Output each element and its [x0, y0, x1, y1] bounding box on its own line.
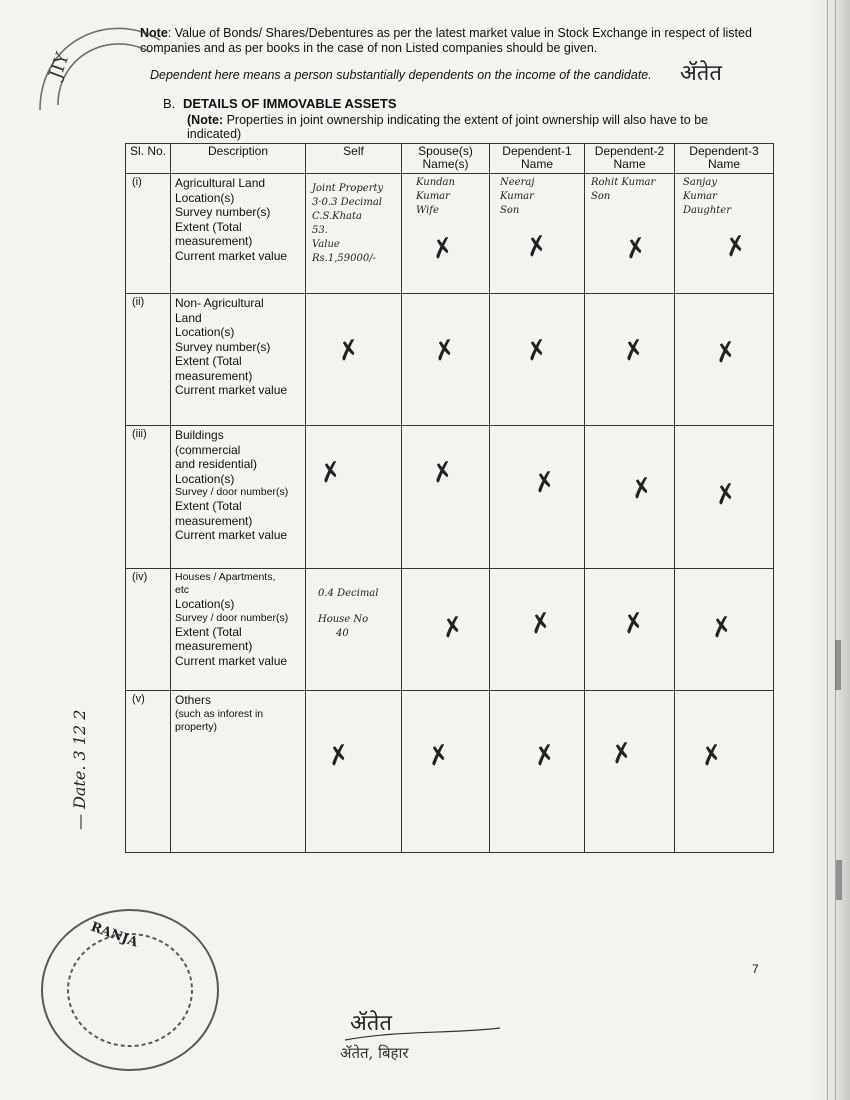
cross-mark: ✗ [712, 336, 740, 370]
page-number: 7 [752, 962, 759, 976]
desc-line: Survey / door number(s) [175, 611, 289, 624]
row-serial: (i) [126, 174, 171, 294]
desc-line: (such as inforest in [175, 707, 264, 720]
desc-line: measurement) [175, 639, 253, 653]
scan-edge-mark [836, 860, 842, 900]
cross-mark: ✗ [425, 739, 453, 773]
cross-mark: ✗ [531, 739, 559, 773]
cross-mark: ✗ [325, 739, 353, 773]
signature-bottom: ॲतेत [350, 1011, 392, 1036]
dependent-definition-note: Dependent here means a person substantially dependents on the income of the candidate. [150, 68, 652, 82]
joint-note-lead: (Note: [187, 113, 224, 127]
cross-mark: ✗ [439, 611, 467, 645]
margin-date-note: — Date. 3 12 2 [70, 709, 89, 830]
stamp-text: RANJA [88, 919, 140, 951]
handwritten-line: 3·0.3 Decimal [312, 197, 382, 208]
col-header-sl: Sl. No. [126, 144, 171, 174]
section-title: DETAILS OF IMMOVABLE ASSETS [183, 96, 397, 111]
handwritten-line: Kumar [500, 191, 534, 202]
desc-line: Others [175, 693, 212, 707]
desc-line: Location(s) [175, 471, 235, 486]
handwritten-line: House No [318, 614, 369, 625]
desc-line: Current market value [175, 653, 288, 668]
row-serial: (v) [126, 691, 171, 853]
desc-line: Current market value [175, 383, 288, 397]
col-header-dependent-3: Dependent-3 Name [675, 144, 774, 174]
cross-mark: ✗ [523, 334, 551, 368]
row-serial: (iii) [126, 426, 171, 569]
cross-mark: ✗ [712, 478, 740, 512]
desc-line: Location(s) [175, 190, 235, 205]
col-header-dependent-2: Dependent-2 Name [585, 144, 675, 174]
stamp-letters: JIY [44, 49, 74, 82]
cross-mark: ✗ [429, 456, 457, 490]
desc-line: Location(s) [175, 325, 235, 339]
col-header-self: Self [306, 144, 402, 174]
desc-line: Extent (Total [175, 354, 242, 368]
cross-mark: ✗ [620, 334, 648, 368]
cross-mark: ✗ [335, 334, 363, 368]
desc-line: etc [175, 584, 190, 596]
handwritten-line: 40 [336, 628, 349, 639]
handwritten-line: Neeraj [500, 177, 535, 188]
signature-top-right: ॲतेत [680, 61, 722, 86]
desc-line: measurement) [175, 234, 253, 248]
note-lead: Note [140, 26, 168, 40]
col-header-spouse: Spouse(s) Name(s) [402, 144, 490, 174]
desc-line: measurement) [175, 368, 253, 383]
desc-line: Location(s) [175, 597, 235, 611]
handwritten-line: Sanjay [683, 177, 717, 188]
col-header-dependent-1: Dependent-1 Name [490, 144, 585, 174]
desc-line: Extent (Total [175, 219, 242, 234]
desc-line: (commercial [175, 442, 241, 457]
desc-line: Survey number(s) [175, 339, 271, 354]
handwritten-line: Daughter [683, 205, 731, 216]
desc-line: Survey number(s) [175, 205, 271, 219]
desc-line: property) [175, 720, 218, 733]
cross-mark: ✗ [708, 611, 736, 645]
joint-note-text: Properties in joint ownership indicating the extent of joint ownership will also have to be indicated) [187, 113, 709, 141]
cross-mark: ✗ [628, 472, 656, 506]
handwritten-line: Wife [416, 205, 439, 216]
desc-line: Survey / door number(s) [175, 486, 289, 498]
desc-line: Buildings [175, 428, 224, 442]
cross-mark: ✗ [722, 230, 750, 264]
handwritten-line: Rs.1,59000/- [312, 253, 376, 264]
cross-mark: ✗ [698, 739, 726, 773]
desc-line: and residential) [175, 457, 258, 471]
cross-mark: ✗ [527, 607, 555, 641]
note-text: : Value of Bonds/ Shares/Debentures as per the latest market value in Stock Exchange in respect of listed companies and as per books in the case of non Listed companies should be given. [140, 26, 752, 55]
cross-mark: ✗ [620, 607, 648, 641]
handwritten-line: Kumar [683, 191, 717, 202]
cross-mark: ✗ [431, 334, 459, 368]
scan-edge-mark [835, 640, 841, 690]
row-serial: (ii) [126, 294, 171, 426]
handwritten-line: Rohit Kumar [591, 177, 656, 188]
handwritten-line: Value [312, 239, 340, 250]
desc-line: Agricultural Land [175, 176, 266, 190]
desc-line: Current market value [175, 528, 288, 542]
handwritten-line: Kumar [416, 191, 450, 202]
cross-mark: ✗ [622, 232, 650, 266]
desc-line: Current market value [175, 248, 288, 263]
section-letter: B. [163, 96, 176, 111]
col-header-description: Description [171, 144, 306, 174]
handwritten-line: Son [591, 191, 611, 202]
signature-caption: ॲतेत, बिहार [340, 1044, 409, 1062]
desc-line: Houses / Apartments, [175, 571, 276, 583]
desc-line: Non- Agricultural [175, 296, 264, 310]
cross-mark: ✗ [429, 232, 457, 266]
row-serial: (iv) [126, 569, 171, 691]
handwritten-line: 0.4 Decimal [318, 588, 379, 599]
cross-mark: ✗ [317, 456, 345, 490]
handwritten-line: Kundan [416, 177, 455, 188]
cross-mark: ✗ [531, 466, 559, 500]
handwritten-line: Son [500, 205, 520, 216]
handwritten-line: Joint Property [312, 183, 384, 194]
desc-line: Extent (Total [175, 499, 242, 513]
desc-line: Extent (Total [175, 624, 242, 639]
cross-mark: ✗ [523, 230, 551, 264]
cross-mark: ✗ [608, 737, 636, 771]
desc-line: measurement) [175, 513, 253, 528]
handwritten-line: C.S.Khata [312, 211, 362, 222]
handwritten-line: 53. [312, 225, 328, 236]
desc-line: Land [175, 310, 202, 325]
